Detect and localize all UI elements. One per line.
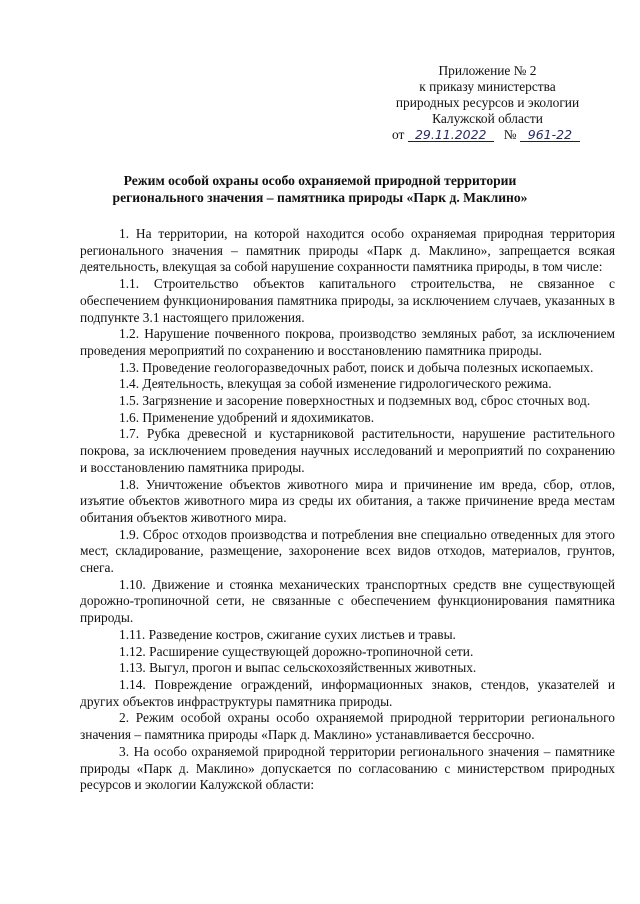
appendix-date-line bbox=[380, 127, 595, 143]
paragraph-1-11: 1.11. Разведение костров, сжигание сухих листьев и травы. bbox=[119, 626, 456, 642]
paragraph-1-12: 1.12. Расширение существующей дорожно-тропиночной сети. bbox=[119, 643, 474, 659]
paragraph-1: 1. На территории, на которой находится особо охраняемая природная территория регионального значения – памятник природы «Парк д. Маклино», запрещается всякая деятельность, влекущая за собой нарушение сохранности памятника природы, в том числе: bbox=[80, 226, 615, 275]
handwritten-number: 961-22 bbox=[520, 128, 580, 142]
appendix-header bbox=[380, 63, 595, 143]
appendix-title: Приложение № 2 bbox=[438, 63, 537, 78]
document-title bbox=[80, 172, 560, 206]
paragraph-1-2: 1.2. Нарушение почвенного покрова, производство земляных работ, за исключением проведения мероприятий по сохранению и восстановлению памятника природы. bbox=[80, 326, 615, 358]
paragraph-1-5: 1.5. Загрязнение и засорение поверхностных и подземных вод, сброс сточных вод. bbox=[119, 393, 591, 409]
appendix-ministry: природных ресурсов и экологии bbox=[395, 95, 580, 110]
paragraph-3: 3. На особо охраняемой природной территории регионального значения – памятнике природы «Парк д. Маклино» допускается по согласованию с министерством природных ресурсов и экологии Калужской области: bbox=[80, 743, 615, 793]
paragraph-1-7: 1.7. Рубка древесной и кустарниковой растительности, нарушение растительного покрова, за исключением проведения научных исследований и мероприятий по сохранению и восстановлению памятника природы. bbox=[80, 426, 615, 475]
paragraph-1-3: 1.3. Проведение геологоразведочных работ, поиск и добыча полезных ископаемых. bbox=[119, 359, 594, 375]
paragraph-1-1: 1.1. Строительство объектов капитального строительства, не связанное с обеспечением функционирования памятника природы, за исключением случаев, указанных в подпункте 3.1 настоящего приложения. bbox=[80, 276, 615, 325]
handwritten-date: 29.11.2022 bbox=[408, 128, 494, 142]
paragraph-1-13: 1.13. Выгул, прогон и выпас сельскохозяйственных животных. bbox=[119, 660, 477, 676]
date-prefix: от bbox=[392, 127, 405, 142]
paragraph-2: 2. Режим особой охраны особо охраняемой природной территории регионального значения – памятника природы «Парк д. Маклино» устанавливается бессрочно. bbox=[80, 710, 615, 743]
title-line-1: Режим особой охраны особо охраняемой природной территории bbox=[123, 173, 517, 188]
number-prefix: № bbox=[503, 127, 517, 142]
paragraph-1-8: 1.8. Уничтожение объектов животного мира и причинение им вреда, сбор, отлов, изъятие объектов животного мира из среды их обитания, а также причинение вреда местам обитания объектов животного мира. bbox=[80, 476, 615, 525]
title-line-2: регионального значения – памятника природы «Парк д. Маклино» bbox=[112, 190, 528, 205]
paragraph-1-10: 1.10. Движение и стоянка механических транспортных средств вне существующей дорожно-тропиночной сети, не связанные с обеспечением функционирования памятника природы. bbox=[80, 576, 615, 626]
appendix-region: Калужской области bbox=[432, 111, 543, 126]
document-body bbox=[80, 226, 615, 794]
paragraph-1-4: 1.4. Деятельность, влекущая за собой изменение гидрологического режима. bbox=[119, 376, 552, 392]
appendix-order-ref: к приказу министерства bbox=[419, 79, 556, 94]
paragraph-1-6: 1.6. Применение удобрений и ядохимикатов. bbox=[119, 409, 375, 425]
paragraph-1-14: 1.14. Повреждение ограждений, информационных знаков, стендов, указателей и других объектов инфраструктуры памятника природы. bbox=[80, 676, 615, 709]
paragraph-1-9: 1.9. Сброс отходов производства и потребления вне специально отведенных для этого мест, складирование, размещение, захоронение всех видов отходов, материалов, грунтов, снега. bbox=[80, 526, 615, 576]
